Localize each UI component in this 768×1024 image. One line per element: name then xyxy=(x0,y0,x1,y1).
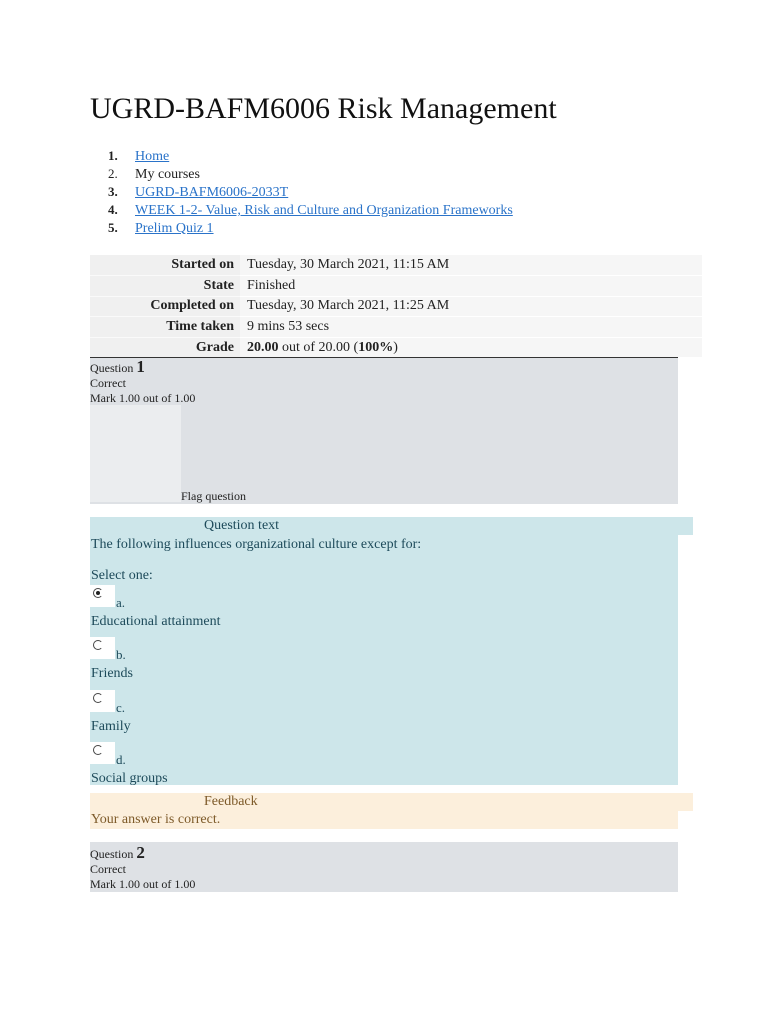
question-prefix: Question xyxy=(90,847,134,861)
summary-label: State xyxy=(90,276,240,297)
question-prompt: The following influences organizational culture except for: xyxy=(91,537,422,552)
option-letter: b. xyxy=(116,647,126,662)
summary-label: Time taken xyxy=(90,317,240,338)
summary-row-grade xyxy=(90,337,702,358)
feedback-text: Your answer is correct. xyxy=(90,811,678,829)
radio-button[interactable] xyxy=(93,745,103,755)
radio-box xyxy=(90,637,115,659)
breadcrumb-number: 1. xyxy=(108,148,118,163)
grade-close: ) xyxy=(393,339,398,355)
attempt-summary-table xyxy=(90,255,702,358)
grade-score: 20.00 xyxy=(247,339,279,355)
breadcrumb-item-week xyxy=(108,201,513,219)
question-text-heading: Question text xyxy=(90,517,693,535)
question-1-info xyxy=(90,358,678,504)
grade-out-of: out of 20.00 ( xyxy=(278,339,359,355)
grade-percent: 100% xyxy=(358,339,394,355)
question-state: Correct xyxy=(90,862,126,876)
breadcrumb-number: 5. xyxy=(108,220,118,235)
breadcrumb-item-quiz xyxy=(108,219,513,237)
summary-value: Tuesday, 30 March 2021, 11:15 AM xyxy=(240,255,702,276)
answer-option-a[interactable] xyxy=(90,585,390,633)
question-state: Correct xyxy=(90,376,126,390)
option-letter: a. xyxy=(116,595,126,610)
question-number xyxy=(90,358,678,376)
summary-row-completed xyxy=(90,296,702,317)
question-number-value: 2 xyxy=(136,843,145,862)
radio-box xyxy=(90,585,115,607)
breadcrumb xyxy=(108,147,513,237)
breadcrumb-link-home[interactable]: Home xyxy=(135,149,170,164)
summary-value: 9 mins 53 secs xyxy=(240,317,702,338)
question-number xyxy=(90,844,678,862)
summary-value-grade xyxy=(240,337,702,358)
breadcrumb-link-quiz[interactable]: Prelim Quiz 1 xyxy=(135,221,214,236)
option-text: Family xyxy=(91,719,131,734)
breadcrumb-link-week[interactable]: WEEK 1-2- Value, Risk and Culture and Organization Frameworks xyxy=(135,203,513,218)
radio-box xyxy=(90,690,115,712)
breadcrumb-number: 3. xyxy=(108,184,118,199)
radio-box xyxy=(90,742,115,764)
option-text: Friends xyxy=(91,666,133,681)
breadcrumb-item-course xyxy=(108,183,513,201)
feedback-heading: Feedback xyxy=(90,793,693,811)
radio-button[interactable] xyxy=(93,640,103,650)
page-title: UGRD-BAFM6006 Risk Management xyxy=(90,92,557,125)
question-2-info xyxy=(90,842,678,892)
summary-label: Grade xyxy=(90,337,240,358)
answer-option-d[interactable] xyxy=(90,742,390,790)
radio-button-selected[interactable] xyxy=(93,588,103,598)
summary-row-time xyxy=(90,317,702,338)
flag-box xyxy=(90,405,181,502)
summary-row-state xyxy=(90,276,702,297)
breadcrumb-link-course[interactable]: UGRD-BAFM6006-2033T xyxy=(135,185,289,200)
summary-value: Tuesday, 30 March 2021, 11:25 AM xyxy=(240,296,702,317)
answer-option-c[interactable] xyxy=(90,690,390,738)
radio-button[interactable] xyxy=(93,693,103,703)
answer-option-b[interactable] xyxy=(90,637,390,685)
breadcrumb-number: 2. xyxy=(108,166,118,181)
option-letter: d. xyxy=(116,752,126,767)
breadcrumb-number: 4. xyxy=(108,202,118,217)
option-letter: c. xyxy=(116,700,126,715)
summary-value: Finished xyxy=(240,276,702,297)
option-text: Educational attainment xyxy=(91,614,221,629)
select-one-label: Select one: xyxy=(91,568,153,583)
option-text: Social groups xyxy=(91,771,168,786)
breadcrumb-item-home xyxy=(108,147,513,165)
question-number-value: 1 xyxy=(136,357,145,376)
question-grade: Mark 1.00 out of 1.00 xyxy=(90,877,196,891)
question-grade: Mark 1.00 out of 1.00 xyxy=(90,391,196,405)
question-prefix: Question xyxy=(90,361,134,375)
flag-question-link[interactable]: Flag question xyxy=(181,489,246,503)
breadcrumb-item-my-courses xyxy=(108,165,513,183)
question-1-content xyxy=(90,535,678,785)
breadcrumb-text-my-courses: My courses xyxy=(135,167,200,182)
summary-row-started xyxy=(90,255,702,276)
summary-label: Completed on xyxy=(90,296,240,317)
summary-label: Started on xyxy=(90,255,240,276)
